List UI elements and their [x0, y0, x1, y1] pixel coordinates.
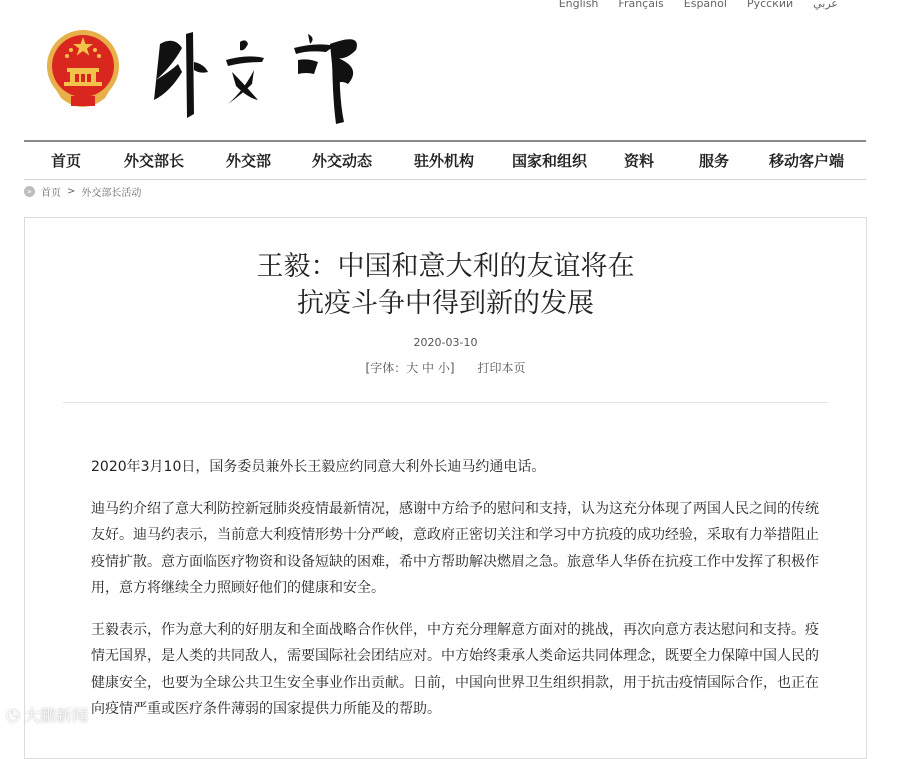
lang-english[interactable]: English — [558, 0, 599, 10]
language-bar — [559, 0, 838, 10]
nav-home[interactable]: 首页 — [51, 152, 82, 170]
breadcrumb-home[interactable]: 首页 — [41, 188, 61, 199]
nav-services[interactable]: 服务 — [699, 152, 730, 170]
article-paragraph: 王毅表示，作为意大利的好朋友和全面战略合作伙伴，中方充分理解意方面对的挑战，再次向意方表达慰问和支持。疫情无国界，是人类的共同敌人，需要国际社会团结应对。中方始终秉承人类命运共同体理念，既要全力保障中国人民的健康安全，也要为全球公共卫生安全事业作出贡献。日前，中国向世界卫生组织捐款，用于抗击疫情国际合作，也正在向疫情严重或医疗条件薄弱的国家提供力所能及的帮助。 — [91, 621, 819, 717]
watermark-logo-icon: ◔ — [6, 705, 20, 724]
article-paragraph: 2020年3月10日，国务委员兼外长王毅应约同意大利外长迪马约通电话。 — [91, 459, 546, 475]
nav-mobile-client[interactable]: 移动客户端 — [769, 152, 845, 170]
lang-arabic[interactable]: عربي — [813, 0, 838, 10]
nav-countries-orgs[interactable]: 国家和组织 — [512, 152, 588, 170]
nav-diplomatic-news[interactable]: 外交动态 — [312, 152, 373, 170]
article-body — [91, 454, 826, 738]
breadcrumb-section[interactable]: 外交部长活动 — [81, 188, 142, 199]
article-date: 2020-03-10 — [413, 336, 478, 349]
nav-ministry[interactable]: 外交部 — [226, 152, 272, 170]
divider — [63, 402, 828, 403]
article-title-line1: 王毅：中国和意大利的友谊将在 — [256, 251, 635, 282]
site-logo[interactable] — [148, 14, 378, 129]
breadcrumb-separator: > — [67, 186, 76, 197]
print-button[interactable]: 打印本页 — [477, 361, 526, 375]
article-container — [24, 217, 867, 759]
nav-minister[interactable]: 外交部长 — [124, 152, 185, 170]
watermark — [6, 703, 88, 726]
lang-russian[interactable]: Русский — [746, 0, 794, 10]
lang-french[interactable]: Français — [618, 0, 664, 10]
article-paragraph: 迪马约介绍了意大利防控新冠肺炎疫情最新情况，感谢中方给予的慰问和支持，认为这充分体现了两国人民之间的传统友好。迪马约表示，当前意大利疫情形势十分严峻，意政府正密切关注和学习中方抗疫的成功经验，采取有力举措阻止疫情扩散。意方面临医疗物资和设备短缺的困难，希中方帮助解决燃眉之急。旅意华人华侨在抗疫工作中发挥了积极作用，意方将继续全力照顾好他们的健康和安全。 — [91, 500, 819, 596]
watermark-text: 大鹏新闻 — [23, 706, 88, 725]
chevron-right-icon: » — [24, 186, 35, 197]
article-title-line2: 抗疫斗争中得到新的发展 — [297, 288, 594, 319]
lang-spanish[interactable]: Español — [683, 0, 727, 10]
nav-missions-abroad[interactable]: 驻外机构 — [414, 152, 475, 170]
article-title — [25, 248, 866, 322]
font-size-control[interactable]: [字体：大 中 小] — [365, 361, 455, 375]
breadcrumb — [24, 184, 141, 199]
article-tools — [25, 359, 866, 376]
nav-resources[interactable]: 资料 — [624, 152, 655, 170]
main-nav — [24, 140, 866, 180]
national-emblem-icon[interactable] — [45, 28, 121, 108]
